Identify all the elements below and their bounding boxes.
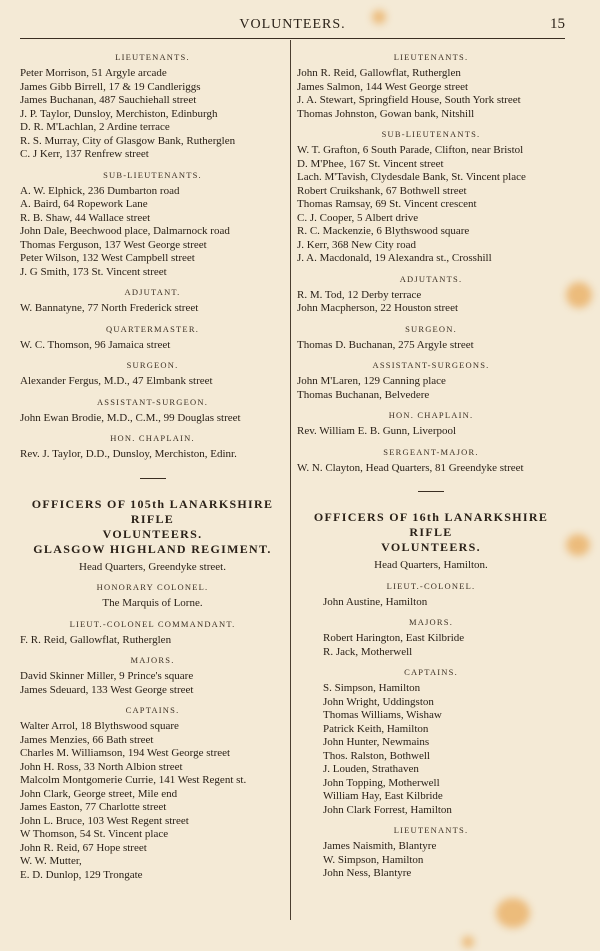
list-item: Charles M. Williamson, 194 West George street [20, 747, 231, 759]
list-item: D. R. M'Lachlan, 2 Ardine terrace [20, 121, 170, 133]
list-item: S. Simpson, Hamilton [323, 682, 421, 694]
list-item: Thomas Ferguson, 137 West George street [20, 238, 207, 251]
running-title: VOLUNTEERS. [239, 17, 346, 32]
list-item: John Clark, George street, Mile end [20, 787, 178, 800]
list-item: Thomas D. Buchanan, 275 Argyle street [297, 338, 474, 351]
list-item: A. W. Elphick, 236 Dumbarton road [20, 184, 180, 197]
lieutenants-list [297, 67, 565, 121]
regiment-title: OFFICERS OF 16th LANARKSHIRE RIFLE [313, 510, 549, 539]
headquarters: Head Quarters, Greendyke street. [79, 560, 226, 573]
list-item: David Skinner Miller, 9 Prince's square [20, 670, 194, 682]
foxing-stain [566, 282, 592, 308]
list-item: W. C. Thomson, 96 Jamaica street [20, 338, 171, 351]
right-column [297, 52, 565, 881]
list-item: John Austine, Hamilton [323, 595, 428, 608]
list-item: Alexander Fergus, M.D., 47 Elmbank street [20, 375, 213, 387]
regiment-subtitle: GLASGOW HIGHLAND REGIMENT. [33, 541, 272, 556]
list-item: Thomas Buchanan, Belvedere [297, 388, 430, 401]
list-item: Thomas Williams, Wishaw [323, 709, 442, 721]
list-item: J. A. Macdonald, 19 Alexandra st., Crosshill [297, 252, 492, 264]
section-heading: SERGEANT-MAJOR. [383, 446, 479, 457]
left-column [20, 52, 285, 882]
section-heading: LIEUT.-COLONEL COMMANDANT. [69, 618, 236, 629]
list-item: John Clark Forrest, Hamilton [323, 803, 452, 816]
list-item: F. R. Reid, Gallowflat, Rutherglen [20, 633, 172, 646]
list-item: John Ewan Brodie, M.D., C.M., 99 Douglas street [20, 411, 241, 424]
section-heading: SUB-LIEUTENANTS. [103, 169, 202, 180]
section-heading: SUB-LIEUTENANTS. [381, 129, 481, 139]
list-item: W. Simpson, Hamilton [323, 853, 424, 866]
section-heading: HON. CHAPLAIN. [388, 410, 474, 420]
list-item: John Wright, Uddingston [323, 695, 434, 708]
list-item: James Buchanan, 487 Sauchiehall street [20, 94, 197, 106]
section-heading: LIEUTENANTS. [393, 52, 469, 62]
column-divider [290, 40, 291, 920]
section-heading: LIEUT.-COLONEL. [386, 580, 476, 591]
list-item: Walter Arrol, 18 Blythswood square [20, 720, 179, 732]
list-item: A. Baird, 64 Ropework Lane [20, 198, 148, 210]
section-heading: ASSISTANT-SURGEONS. [372, 360, 490, 370]
section-heading: CAPTAINS. [125, 705, 180, 715]
list-item: Thomas Ramsay, 69 St. Vincent crescent [297, 198, 477, 210]
section-heading: ADJUTANTS. [399, 273, 463, 284]
section-heading: ADJUTANT. [124, 287, 181, 297]
section-heading: LIEUTENANTS. [393, 825, 469, 835]
list-item: J. A. Stewart, Springfield House, South York street [297, 94, 521, 106]
list-item: John Dale, Beechwood place, Dalmarnock road [20, 225, 230, 237]
section-heading: MAJORS. [408, 617, 454, 627]
list-item: John R. Reid, 67 Hope street [20, 841, 147, 854]
headquarters: Head Quarters, Hamilton. [374, 559, 488, 571]
section-separator [418, 491, 444, 492]
list-item: Rev. William E. B. Gunn, Liverpool [297, 425, 457, 437]
list-item: W. N. Clayton, Head Quarters, 81 Greendyke street [297, 461, 524, 474]
list-item: John Hunter, Newmains [323, 736, 430, 748]
list-item: E. D. Dunlop, 129 Trongate [20, 868, 143, 881]
list-item: John Ness, Blantyre [323, 867, 412, 879]
list-item: C. J. Cooper, 5 Albert drive [297, 211, 419, 224]
section-heading: SURGEON. [405, 323, 457, 334]
section-heading: ASSISTANT-SURGEON. [96, 396, 209, 407]
list-item: James Gibb Birrell, 17 & 19 Candleriggs [20, 80, 201, 93]
captains-list [297, 682, 565, 817]
list-item: R. C. Mackenzie, 6 Blythswood square [297, 225, 470, 237]
list-item: C. J Kerr, 137 Renfrew street [20, 148, 149, 160]
list-item: Patrick Keith, Hamilton [323, 722, 429, 735]
list-item: D. M'Phee, 167 St. Vincent street [297, 157, 444, 170]
list-item: W Thomson, 54 St. Vincent place [20, 828, 169, 840]
list-item: John R. Reid, Gallowflat, Rutherglen [297, 67, 461, 79]
foxing-stain [566, 534, 590, 556]
section-heading: SURGEON. [126, 360, 179, 370]
list-item: John H. Ross, 33 North Albion street [20, 760, 183, 773]
list-item: James Naismith, Blantyre [323, 840, 437, 852]
regiment-title: VOLUNTEERS. [381, 540, 481, 554]
lieutenants-list [20, 67, 285, 162]
list-item: James Salmon, 144 West George street [297, 80, 469, 93]
list-item: W. T. Grafton, 6 South Parade, Clifton, near Bristol [297, 144, 524, 156]
page-number: 15 [550, 16, 565, 32]
list-item: John Topping, Motherwell [323, 776, 440, 789]
list-item: J. P. Taylor, Dunsloy, Merchiston, Edinburgh [20, 107, 218, 120]
list-item: Thos. Ralston, Bothwell [323, 749, 430, 762]
section-heading: HONORARY COLONEL. [96, 582, 209, 592]
list-item: R. S. Murray, City of Glasgow Bank, Rutherglen [20, 134, 236, 147]
sub-lieutenants-list [20, 185, 285, 280]
list-item: Rev. J. Taylor, D.D., Dunsloy, Merchiston, Edinr. [20, 448, 237, 460]
list-item: Peter Wilson, 132 West Campbell street [20, 252, 195, 264]
list-item: Lach. M'Tavish, Clydesdale Bank, St. Vincent place [297, 171, 526, 183]
section-separator [140, 478, 166, 479]
foxing-stain [462, 936, 474, 948]
section-heading: QUARTERMASTER. [105, 323, 200, 334]
list-item: James Easton, 77 Charlotte street [20, 801, 167, 813]
list-item: John Macpherson, 22 Houston street [297, 302, 459, 314]
captains-list [20, 720, 285, 882]
list-item: J. Kerr, 368 New City road [297, 238, 417, 251]
list-item: R. M. Tod, 12 Derby terrace [297, 288, 422, 301]
section-heading: LIEUTENANTS. [115, 52, 190, 62]
list-item: Robert Harington, East Kilbride [323, 632, 465, 644]
list-item: William Hay, East Kilbride [323, 790, 443, 802]
list-item: R. B. Shaw, 44 Wallace street [20, 211, 151, 224]
foxing-stain [496, 898, 530, 928]
regiment-title: OFFICERS OF 105th LANARKSHIRE RIFLE [31, 496, 274, 526]
list-item: J. Louden, Strathaven [323, 763, 419, 775]
regiment-title: VOLUNTEERS. [102, 526, 203, 541]
list-item: Robert Cruikshank, 67 Bothwell street [297, 184, 467, 197]
list-item: James Menzies, 66 Bath street [20, 733, 154, 746]
list-item: Thomas Johnston, Gowan bank, Nitshill [297, 107, 475, 120]
list-item: The Marquis of Lorne. [102, 597, 203, 609]
sub-lieutenants-list [297, 144, 565, 266]
list-item: James Sdeuard, 133 West George street [20, 683, 194, 696]
running-head [20, 16, 565, 36]
list-item: Malcolm Montgomerie Currie, 141 West Regent st. [20, 774, 247, 786]
list-item: John M'Laren, 129 Canning place [297, 375, 446, 387]
list-item: J. G Smith, 173 St. Vincent street [20, 265, 167, 278]
header-rule [20, 38, 565, 39]
section-heading: CAPTAINS. [404, 667, 458, 677]
list-item: W. W. Mutter, [20, 855, 82, 867]
section-heading: MAJORS. [130, 655, 175, 665]
list-item: John L. Bruce, 103 West Regent street [20, 814, 189, 827]
section-heading: HON. CHAPLAIN. [110, 433, 195, 443]
list-item: Peter Morrison, 51 Argyle arcade [20, 67, 167, 79]
lieutenants-list [297, 840, 565, 881]
list-item: R. Jack, Motherwell [323, 645, 413, 658]
list-item: W. Bannatyne, 77 North Frederick street [20, 302, 199, 314]
